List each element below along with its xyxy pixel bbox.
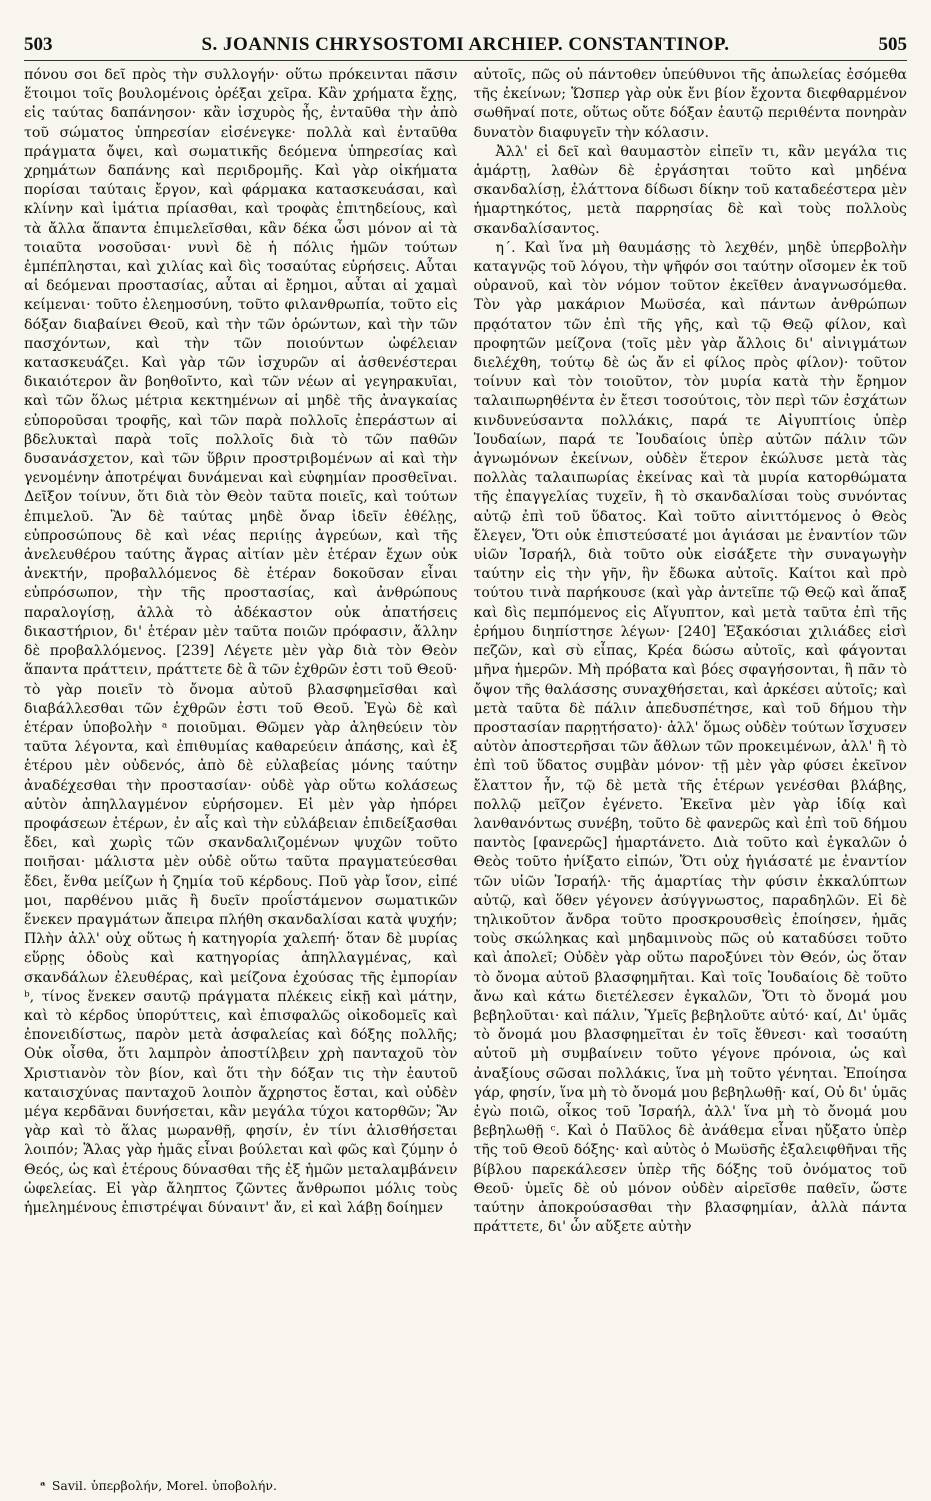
running-head (24, 30, 907, 56)
right-column (474, 66, 908, 1467)
left-column (24, 66, 458, 1467)
running-title: S. JOANNIS CHRYSOSTOMI ARCHIEP. CONSTANTINOP. (201, 34, 730, 55)
footnote (40, 1478, 277, 1493)
footnote-mark: ᵃ (40, 1478, 46, 1493)
left-paragraph: πόνου σοι δεῖ πρὸς τὴν συλλογήν· οὕτω πρόκεινται πᾶσιν ἕτοιμοι τοῖς βουλομένοις ὀρέξαι χεῖρα. Κἂν χρήματα ἔχῃς, εἰς ταύτας δαπάνησον· κἂν ἰσχυρὸς ἦς, ἐνταῦθα τὴν ἀπὸ τοῦ σώματος ὑπηρεσίαν εἰσένεγκε· πολλὰ καὶ ἐνταῦθα πράγματα ὄψει, καὶ σωματικῆς δεόμενα ὑπηρεσίας καὶ χρημάτων δαπάνης καὶ περιδρομῆς. Καὶ γὰρ οἰκήματα πορίσαι ταύταις ἔργον, καὶ φάρμακα κατασκευάσαι, καὶ κλίνην καὶ ἱμάτια πρίασθαι, καὶ τροφὰς ἐπιτηδείους, καὶ τὰ ἄλλα ἅπαντα ἐπιμελεῖσθαι, κἂν δέκα ὦσι μόνον αἱ τὰ τοιαῦτα νοσοῦσαι· νυνὶ δὲ ἡ πόλις ἡμῶν τούτων ἐμπέπλησται, καὶ χιλίας καὶ δὶς τοσαύτας εὑρήσεις. Αὗται αἱ δεόμεναι προστασίας, αὗται αἱ ἔρημοι, αὗται αἱ χαμαὶ κείμεναι· τοῦτο ἐλεημοσύνη, τοῦτο φιλανθρωπία, τοῦτο εἰς δόξαν διαβαίνει Θεοῦ, καὶ τὴν τῶν ὁρώντων, καὶ τὴν τῶν πασχόντων, καὶ τὴν τῶν ποιούντων ὠφέλειαν κατασκευάζει. Καὶ γὰρ τῶν ἰσχυρῶν αἱ ἀσθενέστεραι δικαιότερον ἂν βοηθοῖντο, καὶ τῶν νέων αἱ γεγηρακυῖαι, καὶ τῶν ὅλως μέτρια κεκτημένων αἱ μηδὲ τῆς ἀναγκαίας εὐποροῦσαι τροφῆς, καὶ τῶν παρὰ πολλοῖς ἐπεράστων αἱ βδελυκταὶ παρὰ τοῖς πολλοῖς διὰ τὸ τῶν παθῶν δυσανάσχετον, καὶ τῶν ὕβριν προστριβομένων αἱ καὶ τὴν γενομένην ἀποτρέψαι δυνάμεναι καὶ εὐφημίαν προσθεῖναι. Δεῖξον τοίνυν, ὅτι διὰ τὸν Θεὸν ταῦτα ποιεῖς, καὶ τούτων ἐπιμελοῦ. Ἂν δὲ ταύτας μηδὲ ὄναρ ἰδεῖν ἐθέλῃς, εὐπροσώπους δὲ καὶ νέας περιίῃς ἀγρεύων, καὶ τῆς ἀνελευθέρου ταύτης ἄγρας αἰτίαν μὲν ἑτέραν ἔχων οὐκ ἀνεκτήν, προβαλλόμενος δὲ ἑτέραν δοκοῦσαν εἶναι εὐπρόσωπον, τὴν τῆς προστασίας, καὶ ἀνθρώπους παραλογίσῃ, ἀλλὰ τὸ ἀδέκαστον οὐκ ἀπατήσεις δικαστήριον, δι' ἑτέραν μὲν ταῦτα ποιῶν πρόφασιν, ἄλλην δὲ προβαλλόμενος. [239] Λέγετε μὲν γὰρ διὰ τὸν Θεὸν ἅπαντα πράττειν, πράττετε δὲ ἃ τῶν ἐχθρῶν ἐστι τοῦ Θεοῦ· τὸ γὰρ ποιεῖν τὸ ὄνομα αὐτοῦ βλασφημεῖσθαι καὶ διαβάλλεσθαι τῶν ἐχθρῶν ἐστι τοῦ Θεοῦ. Ἐγὼ δὲ καὶ ἑτέραν ὑποβολὴν ᵃ ποιοῦμαι. Θῶμεν γὰρ ἀληθεύειν τὸν ταῦτα λέγοντα, καὶ ἐπιθυμίας καθαρεύειν ἁπάσης, καὶ ἐξ ἑτέρου μὲν οὐδενός, ἀπὸ δὲ εὐλαβείας μόνης ταύτην ἀναδέχεσθαι τὴν προστασίαν· οὐδὲ γὰρ οὕτω κολάσεως αὐτὸν ἀπηλλαγμένον εὑρήσομεν. Εἰ μὲν γὰρ ἠπόρει προφάσεων ἑτέρων, ἐν αἷς καὶ τὴν εὐλάβειαν ἐπιδείξασθαι ἔδει, καὶ χωρὶς τῶν σκανδαλιζομένων ψυχῶν τοῦτο ποιῆσαι· μάλιστα μὲν οὐδὲ οὕτω ταῦτα πραγματεύεσθαι ἔδει, ἔνθα μείζων ἡ ζημία τοῦ κέρδους. Ποῦ γὰρ ἴσον, εἰπέ μοι, παρθένου μιᾶς ἢ δυεῖν προΐστάμενον σωματικῶν ἕνεκεν πραγμάτων ἄπειρα πλήθη σκανδαλίσαι κατὰ ψυχήν; Πλὴν ἀλλ' οὐχ οὕτως ἡ κατηγορία χαλεπή· ὅταν δὲ μυρίας εὕρῃς ὁδοὺς καὶ κατηγορίας ἀπηλλαγμένας, καὶ σκανδάλων ἐλευθέρας, καὶ μείζονα ἐχούσας τῆς ἐμπορίαν ᵇ, τίνος ἕνεκεν σαυτῷ πράγματα πλέκεις εἰκῇ καὶ μάτην, καὶ τὸ κέρδος ὑπορύττεις, καὶ ἐπισφαλῶς οἰκοδομεῖς καὶ ἐπονειδίστως, παρὸν μετὰ ἀσφαλείας καὶ δόξης πολλῆς; Οὐκ οἶσθα, ὅτι λαμπρὸν ἀποστίλβειν χρὴ πανταχοῦ τὸν Χριστιανὸν τὸν βίον, καὶ ὅτι τὴν δόξαν τις τὴν ἑαυτοῦ καταισχύνας πανταχοῦ λοιπὸν ἄχρηστος ἔσται, καὶ οὐδὲν μέγα κερδᾶναι δυνήσεται, κἂν μεγάλα τύχοι κατορθῶν; Ἂν γὰρ καὶ τὸ ἅλας μωρανθῇ, φησίν, ἐν τίνι ἁλισθήσεται λοιπόν; Ἅλας γὰρ ἡμᾶς εἶναι βούλεται καὶ φῶς καὶ ζύμην ὁ Θεός, ὡς καὶ ἑτέρους δύνασθαι τῆς ἐξ ἡμῶν μεταλαμβάνειν ὠφελείας. Εἰ γὰρ ἄληπτος ζῶντες ἄνθρωποι μόλις τοὺς ἡμελημένους ἐπιστρέψαι δύναιντ' ἄν, εἰ καὶ λάβῃ δοίημεν (24, 67, 458, 1216)
header-rule (24, 60, 907, 61)
text-columns (24, 66, 907, 1467)
right-paragraph: αὐτοῖς, πῶς οὐ πάντοθεν ὑπεύθυνοι τῆς ἀπωλείας ἐσόμεθα τῆς ἐκείνων; Ὥσπερ γὰρ οὐκ ἔνι βίον ἔχοντα διεφθαρμένον σωθῆναί ποτε, οὕτως οὔτε δόξαν ἑαυτῷ περιθέντα πονηρὰν δυνατὸν διαφυγεῖν τὴν κόλασιν. (473, 67, 907, 141)
page-number-right: 505 (878, 34, 907, 55)
right-paragraph: Ἀλλ' εἰ δεῖ καὶ θαυμαστὸν εἰπεῖν τι, κἂν μεγάλα τις ἁμάρτῃ, λαθὼν δὲ ἐργάσηται τοῦτο καὶ μηδένα σκανδαλίσῃ, ἐλάττονα δίδωσι δίκην τοῦ καταδεέστερα μὲν ἡμαρτηκότος, μετὰ παρρησίας δὲ καὶ τοὺς πολλοὺς σκανδαλίσαντος. (473, 143, 907, 237)
footnote-text: Savil. ὑπερβολήν, Morel. ὑποβολήν. (51, 1478, 277, 1493)
right-paragraph: η΄. Καὶ ἵνα μὴ θαυμάσῃς τὸ λεχθέν, μηδὲ ὑπερβολὴν καταγνῷς τοῦ λόγου, τὴν ψῆφόν σοι ταύτην οἴσομεν ἐκ τοῦ οὐρανοῦ, καὶ τὸν νόμον τοῦτον ἐκεῖθεν ἀναγνωσόμεθα. Τὸν γὰρ μακάριον Μωϋσέα, καὶ πάντων ἀνθρώπων πρᾳότατον τῶν ἐπὶ τῆς γῆς, καὶ τῷ Θεῷ φίλον, καὶ προφητῶν μείζονα (τοῖς μὲν γὰρ ἄλλοις δι' αἰνιγμάτων διελέχθη, τούτῳ δὲ ὡς ἄν εἰ φίλος πρὸς φίλον)· τοῦτον τοίνυν καὶ τὸν τοιοῦτον, τὸν μυρία κατὰ τὴν ἔρημον ταλαιπωρηθέντα ἐν ἔτεσι τοσούτοις, τὸν περὶ τῶν ἐσχάτων κινδυνεύσαντα πολλάκις, παρά τε Αἰγυπτίοις ὑπὲρ Ἰουδαίων, παρά τε Ἰουδαίοις ὑπὲρ αὐτῶν πάλιν τῶν ἀγνωμόνων ἐκείνων, οὐδὲν ἕτερον ἐκώλυσε μετὰ τὰς πολλὰς ταλαιπωρίας ἐκείνας καὶ τὰ μυρία κατορθώματα τῆς ἐπαγγελίας τυχεῖν, ἢ τὸ σκανδαλίσαι τοὺς συνόντας αὐτῷ ἐπὶ τοῦ ὕδατος. Καὶ τοῦτο αἰνιττόμενος ὁ Θεὸς ἔλεγεν, Ὅτι οὐκ ἐπιστεύσατέ μοι ἁγιάσαι με ἐναντίον τῶν υἱῶν Ἰσραήλ, διὰ τοῦτο οὐκ εἰσάξετε τὴν συναγωγὴν ταύτην εἰς τὴν γῆν, ἣν ἔδωκα αὐτοῖς. Καίτοι καὶ πρὸ τούτου τινὰ παρήκουσε (καὶ γὰρ ἀντεῖπε τῷ Θεῷ καὶ ἅπαξ καὶ δὶς πεμπόμενος εἰς Αἴγυπτον, καὶ μετὰ ταῦτα ἐπὶ τῆς ἐρήμου διηπίστησε λέγων· [240] Ἑξακόσιαι χιλιάδες εἰσὶ πεζῶν, καὶ σὺ εἶπας, Κρέα δώσω αὐτοῖς, καὶ φάγονται μῆνα ἡμερῶν. Μὴ πρόβατα καὶ βόες σφαγήσονται, ἢ πᾶν τὸ ὄψον τῆς θαλάσσης συναχθήσεται, καὶ ἀρκέσει αὐτοῖς; καὶ μετὰ ταῦτα δὲ πάλιν ἀπεδυσπέτησε, καὶ τοῦ δήμου τὴν προστασίαν παρῃτήσατο)· ἀλλ' ὅμως οὐδὲν τούτων ἴσχυσεν αὐτὸν ἀποστερῆσαι τῶν ἄθλων τῶν προκειμένων, ἀλλ' ἢ τὸ ἐπὶ τοῦ ὕδατος συμβὰν μόνον· τῇ μὲν γὰρ φύσει ἐκεῖνον ἔλαττον ἦν, τῷ δὲ μετὰ τῆς ἑτέρων γενέσθαι βλάβης, πολλῷ μεῖζον ἐγένετο. Ἐκεῖνα μὲν γὰρ ἰδίᾳ καὶ λανθανόντως συνέβη, τοῦτο δὲ φανερῶς καὶ ἐπὶ τοῦ δήμου παντὸς [φανερῶς] ἡμαρτάνετο. Διὰ τοῦτο καὶ ἐγκαλῶν ὁ Θεὸς τοῦτο ἠνίξατο εἰπών, Ὅτι οὐχ ἡγιάσατέ με ἐναντίον τῶν υἱῶν Ἰσραήλ· τῆς ἁμαρτίας τὴν φύσιν ἐκκαλύπτων αὐτῷ, καὶ ὅθεν γέγονεν ἀσύγγνωστος, παραδηλῶν. Εἰ δὲ τηλικοῦτον ἄνδρα τοῦτο προσκρουσθεὶς ἐποίησεν, ἡμᾶς τοὺς σκώληκας καὶ μηδαμινοὺς πῶς οὐ καταδύσει τοῦτο καὶ ἀπολεῖ; Οὐδὲν γὰρ οὕτω παροξύνει τὸν Θεόν, ὡς ὅταν τὸ ὄνομα αὐτοῦ βλασφημῆται. Καὶ τοῖς Ἰουδαίοις δὲ τοῦτο ἄνω καὶ κάτω διετέλεσεν ἐγκαλῶν, Ὅτι τὸ ὄνομά μου βεβηλοῦται· καὶ πάλιν, Ὑμεῖς βεβηλοῦτε αὐτό· καί, Δι' ὑμᾶς τὸ ὄνομά μου βλασφημεῖται ἐν τοῖς ἔθνεσι· καὶ τοσαύτη αὐτοῦ μὴ συμβαίνειν τοῦτο γέγονε πρόνοια, ὡς καὶ ἀναξίους σῶσαι πολλάκις, ἵνα μὴ τοῦτο γένηται. Ἐποίησα γάρ, φησίν, ἵνα μὴ τὸ ὄνομά μου βεβηλωθῇ· καί, Οὐ δι' ὑμᾶς ἐγὼ ποιῶ, οἶκος τοῦ Ἰσραήλ, ἀλλ' ἵνα μὴ τὸ ὄνομά μου βεβηλωθῇ ᶜ. Καὶ ὁ Παῦλος δὲ ἀνάθεμα εἶναι ηὔξατο ὑπὲρ τῆς τοῦ Θεοῦ δόξης· καὶ αὐτὸς ὁ Μωϋσῆς ἐξαλειφθῆναι τῆς βίβλου παρεκάλεσεν ὑπὲρ τῆς δόξης τοῦ ὀνόματος τοῦ Θεοῦ· ὑμεῖς δὲ οὐ μόνον οὐδὲν αἱρεῖσθε παθεῖν, ὥστε ταύτην ἀποκρούσασθαι τὴν βλασφημίαν, ἀλλὰ πάντα πράττετε, δι' ὧν αὔξετε αὐτὴν (473, 239, 907, 1236)
page-number-left: 503 (24, 34, 53, 55)
